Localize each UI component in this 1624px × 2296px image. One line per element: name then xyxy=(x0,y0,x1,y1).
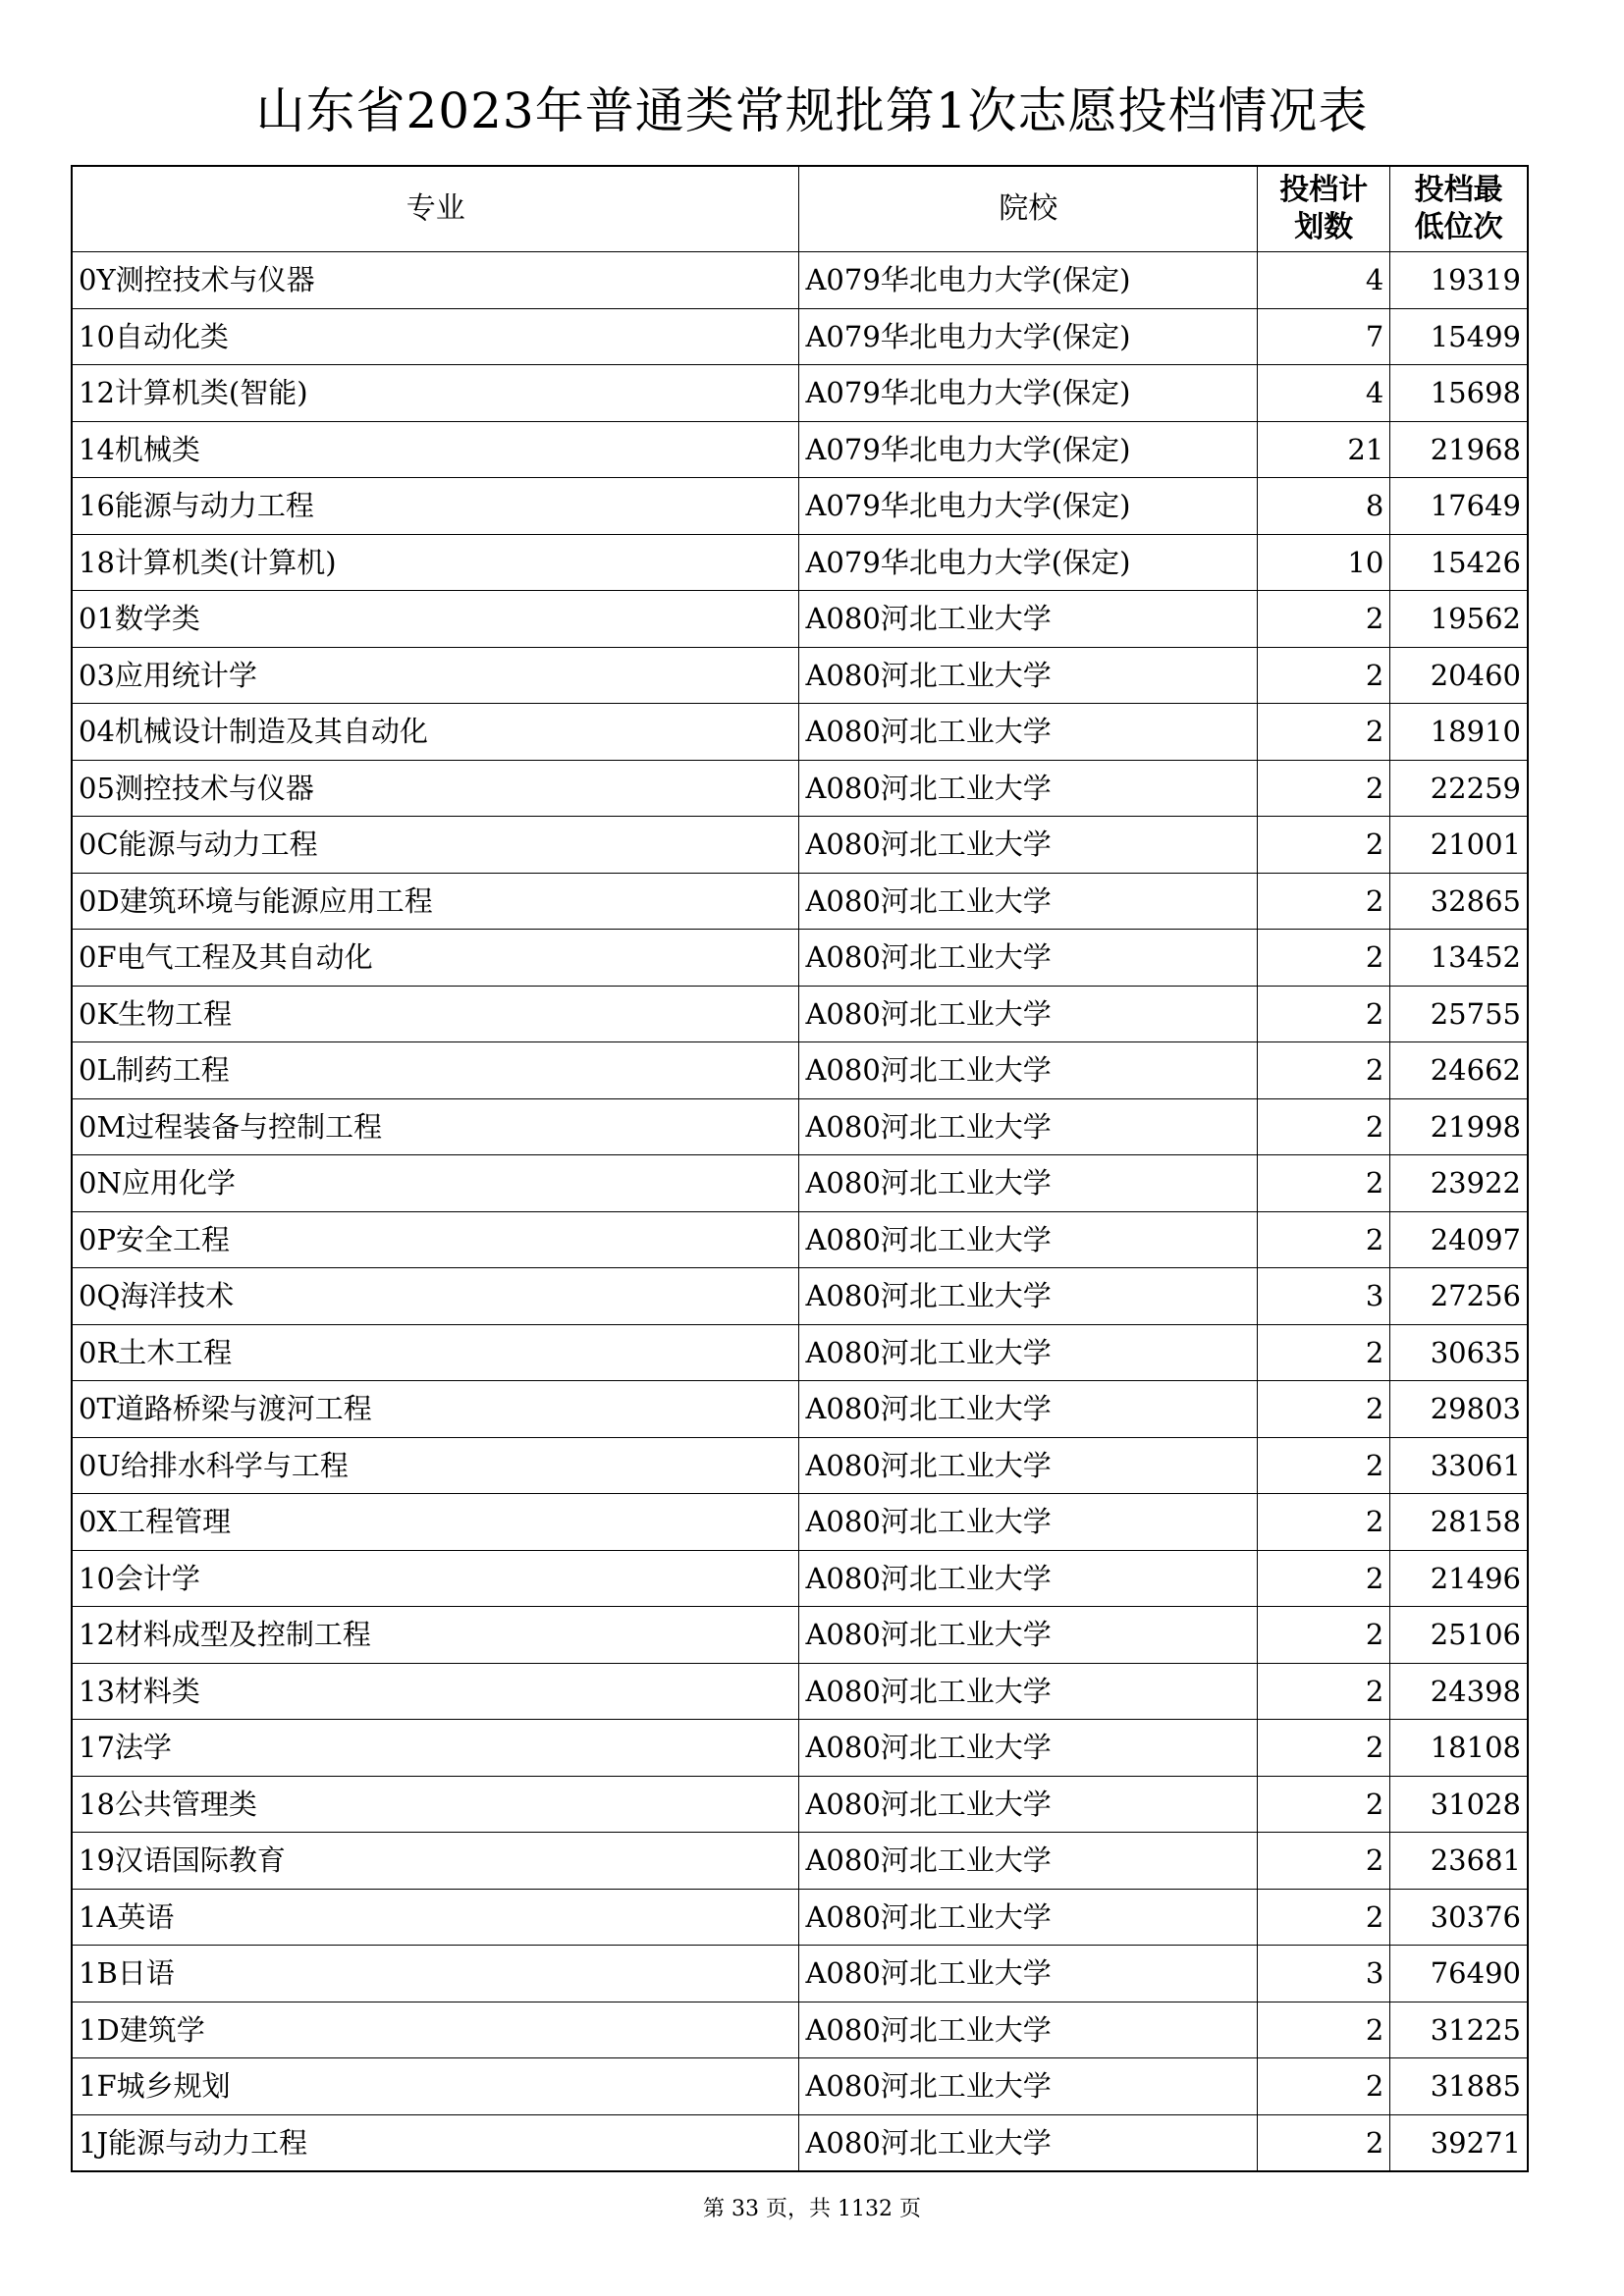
cell-plan-count: 4 xyxy=(1258,252,1390,309)
cell-plan-count: 2 xyxy=(1258,1889,1390,1946)
cell-school: A079华北电力大学(保定) xyxy=(799,365,1258,422)
cell-school: A080河北工业大学 xyxy=(799,986,1258,1042)
table-row xyxy=(72,365,1528,422)
cell-min-rank: 15499 xyxy=(1390,308,1528,365)
table-row xyxy=(72,760,1528,817)
cell-major: 0Q海洋技术 xyxy=(72,1268,799,1325)
cell-school: A080河北工业大学 xyxy=(799,1607,1258,1664)
cell-major: 0D建筑环境与能源应用工程 xyxy=(72,873,799,930)
cell-major: 0C能源与动力工程 xyxy=(72,817,799,874)
cell-plan-count: 21 xyxy=(1258,421,1390,478)
header-min-rank xyxy=(1390,166,1528,252)
cell-major: 19汉语国际教育 xyxy=(72,1833,799,1890)
cell-plan-count: 3 xyxy=(1258,1946,1390,2002)
cell-school: A080河北工业大学 xyxy=(799,930,1258,987)
cell-major: 0M过程装备与控制工程 xyxy=(72,1098,799,1155)
cell-major: 16能源与动力工程 xyxy=(72,478,799,535)
cell-plan-count: 2 xyxy=(1258,1776,1390,1833)
cell-major: 12材料成型及控制工程 xyxy=(72,1607,799,1664)
cell-plan-count: 2 xyxy=(1258,1833,1390,1890)
cell-major: 03应用统计学 xyxy=(72,647,799,704)
cell-min-rank: 21998 xyxy=(1390,1098,1528,1155)
cell-plan-count: 2 xyxy=(1258,1155,1390,1212)
cell-school: A080河北工业大学 xyxy=(799,704,1258,761)
cell-min-rank: 13452 xyxy=(1390,930,1528,987)
table-row xyxy=(72,986,1528,1042)
cell-school: A080河北工业大学 xyxy=(799,873,1258,930)
cell-min-rank: 19562 xyxy=(1390,591,1528,648)
cell-school: A080河北工业大学 xyxy=(799,1381,1258,1438)
cell-major: 1F城乡规划 xyxy=(72,2058,799,2115)
cell-plan-count: 2 xyxy=(1258,1494,1390,1551)
table-row xyxy=(72,591,1528,648)
table-row xyxy=(72,1324,1528,1381)
cell-min-rank: 33061 xyxy=(1390,1437,1528,1494)
header-plan-count xyxy=(1258,166,1390,252)
cell-major: 0P安全工程 xyxy=(72,1211,799,1268)
table-row xyxy=(72,1946,1528,2002)
cell-min-rank: 31225 xyxy=(1390,2002,1528,2058)
table-row xyxy=(72,2002,1528,2058)
table-row xyxy=(72,1720,1528,1777)
cell-min-rank: 20460 xyxy=(1390,647,1528,704)
cell-major: 18计算机类(计算机) xyxy=(72,534,799,591)
cell-school: A080河北工业大学 xyxy=(799,1494,1258,1551)
header-plan-line1: 投档计 xyxy=(1279,173,1369,207)
cell-plan-count: 2 xyxy=(1258,647,1390,704)
cell-major: 05测控技术与仪器 xyxy=(72,760,799,817)
cell-min-rank: 30635 xyxy=(1390,1324,1528,1381)
table-row xyxy=(72,1776,1528,1833)
table-row xyxy=(72,817,1528,874)
cell-plan-count: 2 xyxy=(1258,2058,1390,2115)
cell-plan-count: 2 xyxy=(1258,930,1390,987)
cell-plan-count: 2 xyxy=(1258,2114,1390,2171)
cell-min-rank: 27256 xyxy=(1390,1268,1528,1325)
cell-major: 0Y测控技术与仪器 xyxy=(72,252,799,309)
cell-min-rank: 24662 xyxy=(1390,1042,1528,1099)
cell-min-rank: 18910 xyxy=(1390,704,1528,761)
cell-major: 0F电气工程及其自动化 xyxy=(72,930,799,987)
cell-school: A080河北工业大学 xyxy=(799,1155,1258,1212)
cell-major: 17法学 xyxy=(72,1720,799,1777)
header-school: 院校 xyxy=(799,166,1258,252)
cell-major: 0T道路桥梁与渡河工程 xyxy=(72,1381,799,1438)
header-plan-line2: 划数 xyxy=(1294,210,1354,244)
cell-school: A080河北工业大学 xyxy=(799,817,1258,874)
cell-major: 1B日语 xyxy=(72,1946,799,2002)
cell-plan-count: 2 xyxy=(1258,986,1390,1042)
table-row xyxy=(72,252,1528,309)
table-row xyxy=(72,534,1528,591)
table-header xyxy=(72,166,1528,252)
page-title: 山东省2023年普通类常规批第1次志愿投档情况表 xyxy=(255,82,1369,139)
cell-major: 0X工程管理 xyxy=(72,1494,799,1551)
admission-table xyxy=(71,165,1529,2172)
cell-plan-count: 2 xyxy=(1258,817,1390,874)
cell-min-rank: 32865 xyxy=(1390,873,1528,930)
cell-school: A080河北工业大学 xyxy=(799,2058,1258,2115)
cell-school: A080河北工业大学 xyxy=(799,1946,1258,2002)
cell-min-rank: 28158 xyxy=(1390,1494,1528,1551)
cell-plan-count: 2 xyxy=(1258,1663,1390,1720)
table-row xyxy=(72,873,1528,930)
table-row xyxy=(72,1155,1528,1212)
cell-plan-count: 4 xyxy=(1258,365,1390,422)
cell-plan-count: 8 xyxy=(1258,478,1390,535)
cell-major: 18公共管理类 xyxy=(72,1776,799,1833)
header-rank-line1: 投档最 xyxy=(1414,173,1503,207)
cell-major: 0R土木工程 xyxy=(72,1324,799,1381)
cell-plan-count: 2 xyxy=(1258,1098,1390,1155)
cell-school: A080河北工业大学 xyxy=(799,647,1258,704)
cell-plan-count: 3 xyxy=(1258,1268,1390,1325)
cell-plan-count: 2 xyxy=(1258,1324,1390,1381)
cell-min-rank: 25106 xyxy=(1390,1607,1528,1664)
cell-min-rank: 18108 xyxy=(1390,1720,1528,1777)
cell-school: A080河北工业大学 xyxy=(799,1211,1258,1268)
cell-major: 0K生物工程 xyxy=(72,986,799,1042)
cell-major: 04机械设计制造及其自动化 xyxy=(72,704,799,761)
cell-min-rank: 21496 xyxy=(1390,1550,1528,1607)
cell-plan-count: 7 xyxy=(1258,308,1390,365)
cell-plan-count: 2 xyxy=(1258,1042,1390,1099)
cell-plan-count: 2 xyxy=(1258,591,1390,648)
table-row xyxy=(72,1211,1528,1268)
table-row xyxy=(72,704,1528,761)
cell-min-rank: 30376 xyxy=(1390,1889,1528,1946)
cell-school: A080河北工业大学 xyxy=(799,1042,1258,1099)
cell-school: A080河北工业大学 xyxy=(799,1663,1258,1720)
table-row xyxy=(72,1889,1528,1946)
cell-major: 14机械类 xyxy=(72,421,799,478)
cell-plan-count: 2 xyxy=(1258,1607,1390,1664)
table-row xyxy=(72,421,1528,478)
cell-min-rank: 23922 xyxy=(1390,1155,1528,1212)
table-row xyxy=(72,1607,1528,1664)
cell-min-rank: 23681 xyxy=(1390,1833,1528,1890)
cell-school: A080河北工业大学 xyxy=(799,1437,1258,1494)
header-row xyxy=(72,166,1528,252)
cell-school: A080河北工业大学 xyxy=(799,1833,1258,1890)
cell-school: A080河北工业大学 xyxy=(799,1720,1258,1777)
table-row xyxy=(72,930,1528,987)
cell-min-rank: 39271 xyxy=(1390,2114,1528,2171)
cell-school: A080河北工业大学 xyxy=(799,1098,1258,1155)
cell-school: A079华北电力大学(保定) xyxy=(799,421,1258,478)
cell-min-rank: 24097 xyxy=(1390,1211,1528,1268)
cell-plan-count: 2 xyxy=(1258,873,1390,930)
cell-min-rank: 17649 xyxy=(1390,478,1528,535)
table-row xyxy=(72,1381,1528,1438)
cell-major: 0L制药工程 xyxy=(72,1042,799,1099)
cell-major: 13材料类 xyxy=(72,1663,799,1720)
cell-min-rank: 15698 xyxy=(1390,365,1528,422)
cell-plan-count: 2 xyxy=(1258,2002,1390,2058)
table-row xyxy=(72,478,1528,535)
cell-min-rank: 24398 xyxy=(1390,1663,1528,1720)
cell-school: A080河北工业大学 xyxy=(799,1776,1258,1833)
cell-school: A080河北工业大学 xyxy=(799,2002,1258,2058)
cell-plan-count: 2 xyxy=(1258,704,1390,761)
table-row xyxy=(72,1098,1528,1155)
cell-major: 1A英语 xyxy=(72,1889,799,1946)
cell-plan-count: 2 xyxy=(1258,1550,1390,1607)
cell-school: A080河北工业大学 xyxy=(799,1268,1258,1325)
cell-major: 0N应用化学 xyxy=(72,1155,799,1212)
table-row xyxy=(72,308,1528,365)
cell-major: 10会计学 xyxy=(72,1550,799,1607)
header-rank-line2: 低位次 xyxy=(1414,210,1503,244)
cell-major: 1D建筑学 xyxy=(72,2002,799,2058)
cell-school: A080河北工业大学 xyxy=(799,1889,1258,1946)
cell-school: A079华北电力大学(保定) xyxy=(799,478,1258,535)
cell-plan-count: 2 xyxy=(1258,760,1390,817)
cell-min-rank: 29803 xyxy=(1390,1381,1528,1438)
cell-plan-count: 2 xyxy=(1258,1720,1390,1777)
cell-major: 0U给排水科学与工程 xyxy=(72,1437,799,1494)
cell-min-rank: 21968 xyxy=(1390,421,1528,478)
cell-major: 12计算机类(智能) xyxy=(72,365,799,422)
cell-min-rank: 21001 xyxy=(1390,817,1528,874)
table-row xyxy=(72,2114,1528,2171)
cell-school: A079华北电力大学(保定) xyxy=(799,308,1258,365)
cell-school: A080河北工业大学 xyxy=(799,760,1258,817)
table-row xyxy=(72,1437,1528,1494)
page-footer: 第 33 页，共 1132 页 xyxy=(703,2197,921,2221)
cell-min-rank: 15426 xyxy=(1390,534,1528,591)
cell-school: A080河北工业大学 xyxy=(799,2114,1258,2171)
cell-min-rank: 25755 xyxy=(1390,986,1528,1042)
cell-plan-count: 10 xyxy=(1258,534,1390,591)
cell-plan-count: 2 xyxy=(1258,1211,1390,1268)
table-body xyxy=(72,252,1528,2172)
cell-plan-count: 2 xyxy=(1258,1381,1390,1438)
cell-min-rank: 31885 xyxy=(1390,2058,1528,2115)
cell-min-rank: 31028 xyxy=(1390,1776,1528,1833)
table-row xyxy=(72,1268,1528,1325)
cell-major: 10自动化类 xyxy=(72,308,799,365)
cell-school: A080河北工业大学 xyxy=(799,1324,1258,1381)
header-major: 专业 xyxy=(72,166,799,252)
table-row xyxy=(72,1550,1528,1607)
cell-major: 1J能源与动力工程 xyxy=(72,2114,799,2171)
cell-min-rank: 22259 xyxy=(1390,760,1528,817)
table-row xyxy=(72,1042,1528,1099)
table-row xyxy=(72,2058,1528,2115)
cell-min-rank: 19319 xyxy=(1390,252,1528,309)
cell-school: A079华北电力大学(保定) xyxy=(799,534,1258,591)
cell-school: A080河北工业大学 xyxy=(799,591,1258,648)
table-row xyxy=(72,1833,1528,1890)
table-row xyxy=(72,647,1528,704)
cell-min-rank: 76490 xyxy=(1390,1946,1528,2002)
cell-school: A080河北工业大学 xyxy=(799,1550,1258,1607)
table-row xyxy=(72,1663,1528,1720)
cell-plan-count: 2 xyxy=(1258,1437,1390,1494)
cell-major: 01数学类 xyxy=(72,591,799,648)
table-row xyxy=(72,1494,1528,1551)
cell-school: A079华北电力大学(保定) xyxy=(799,252,1258,309)
